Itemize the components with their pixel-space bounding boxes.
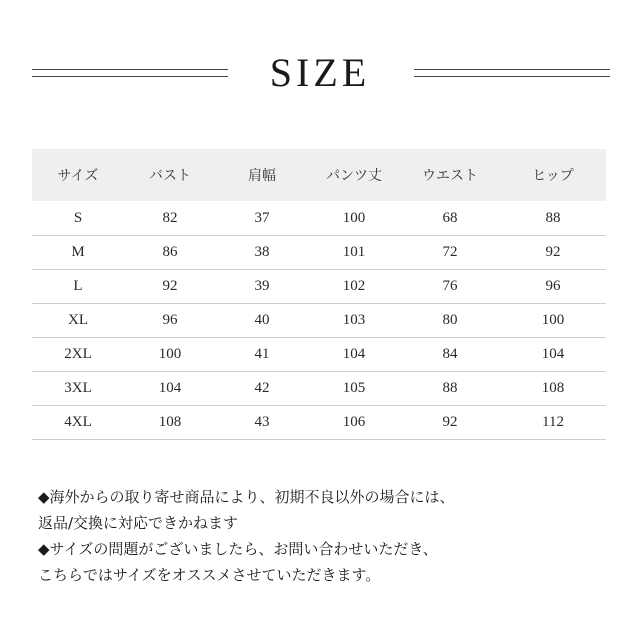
cell-bust: 100	[158, 346, 182, 362]
title-row	[0, 48, 640, 98]
cell-pants-length: 100	[342, 209, 366, 226]
cell-waist: 84	[442, 346, 458, 362]
cell-hip: 92	[545, 244, 561, 260]
header-bust: バスト	[149, 168, 191, 184]
cell-size: M	[71, 244, 85, 260]
cell-size: 4XL	[64, 414, 92, 430]
size-table-header	[32, 149, 606, 201]
table-row	[32, 201, 606, 236]
cell-waist: 76	[442, 278, 458, 294]
header-size: サイズ	[57, 168, 99, 184]
cell-waist: 92	[442, 414, 458, 430]
note-line-3: ◆サイズの問題がございましたら、お問い合わせいただき、	[38, 540, 438, 558]
cell-size: L	[73, 278, 83, 294]
cell-shoulder: 37	[254, 209, 270, 226]
table-row	[32, 406, 606, 440]
title-rule-right	[414, 69, 610, 77]
note-line-2: 返品/交換に対応できかねます	[38, 514, 239, 532]
cell-waist: 72	[442, 244, 458, 260]
header-hip: ヒップ	[532, 168, 574, 184]
cell-shoulder: 41	[254, 346, 270, 362]
cell-waist: 68	[442, 209, 458, 226]
page-title: SIZE	[269, 50, 371, 95]
cell-pants-length: 102	[342, 278, 366, 294]
header-waist: ウエスト	[422, 168, 478, 184]
note-line-1: ◆海外からの取り寄せ商品により、初期不良以外の場合には、	[38, 488, 455, 506]
cell-shoulder: 39	[254, 278, 270, 294]
cell-pants-length: 106	[342, 414, 366, 430]
cell-hip: 100	[541, 312, 565, 328]
table-row	[32, 270, 606, 304]
cell-size: 3XL	[64, 380, 92, 396]
cell-pants-length: 101	[342, 244, 366, 260]
cell-hip: 108	[541, 380, 565, 396]
cell-shoulder: 43	[254, 414, 270, 430]
cell-waist: 88	[442, 380, 458, 396]
cell-shoulder: 42	[254, 380, 270, 396]
cell-bust: 92	[162, 278, 178, 294]
cell-shoulder: 38	[254, 244, 270, 260]
cell-hip: 88	[545, 209, 561, 226]
cell-hip: 112	[542, 414, 564, 430]
cell-pants-length: 105	[342, 380, 366, 396]
size-table	[32, 149, 606, 440]
cell-bust: 82	[162, 209, 178, 226]
cell-pants-length: 104	[342, 346, 366, 362]
cell-bust: 96	[162, 312, 178, 328]
cell-bust: 104	[158, 380, 182, 396]
notes	[38, 484, 618, 588]
table-row	[32, 372, 606, 406]
cell-pants-length: 103	[342, 312, 366, 328]
table-row	[32, 304, 606, 338]
cell-shoulder: 40	[254, 312, 270, 328]
note-line-4: こちらではサイズをオススメさせていただきます。	[38, 566, 381, 584]
header-shoulder: 肩幅	[248, 168, 276, 184]
cell-size: 2XL	[64, 346, 92, 362]
cell-waist: 80	[442, 312, 458, 328]
table-row	[32, 236, 606, 270]
cell-size: XL	[68, 312, 88, 328]
cell-hip: 96	[545, 278, 561, 294]
cell-bust: 86	[162, 244, 178, 260]
header-pants-length: パンツ丈	[326, 168, 382, 184]
table-row	[32, 338, 606, 372]
cell-bust: 108	[158, 414, 182, 430]
cell-size: S	[73, 209, 83, 226]
cell-hip: 104	[541, 346, 565, 362]
